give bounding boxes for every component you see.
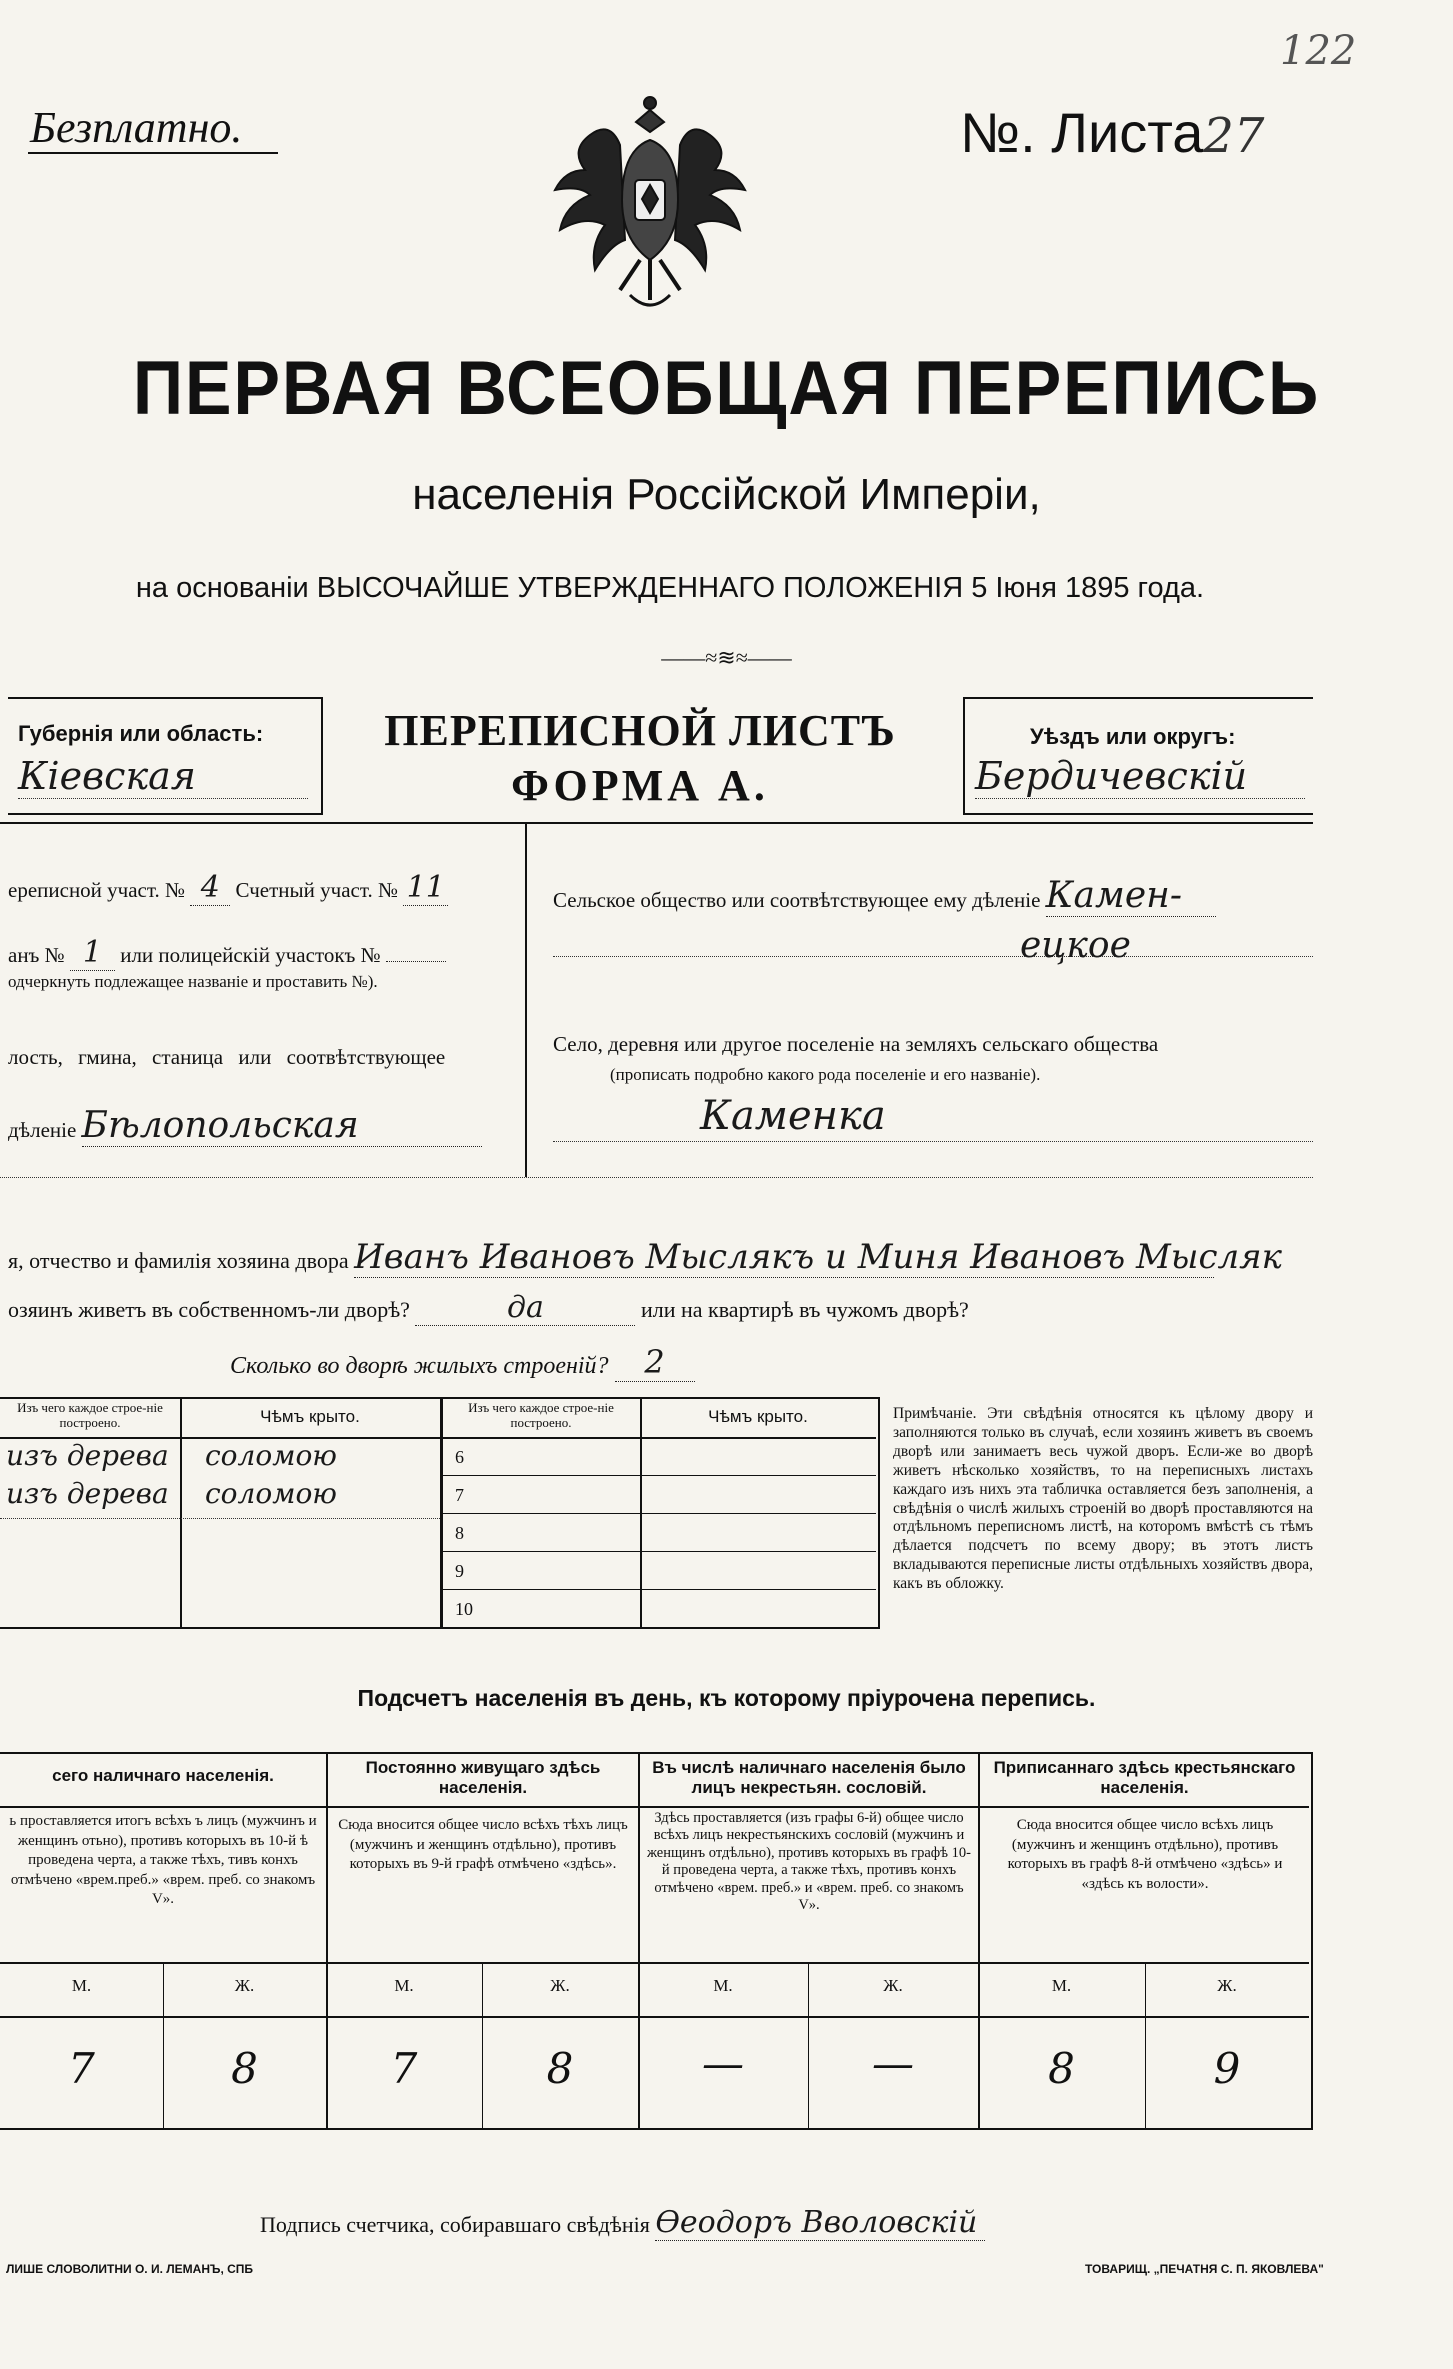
sheet-number	[960, 100, 1264, 165]
pop-col1-head: сего наличнаго населенія.	[52, 1766, 274, 1785]
stan-value: 1	[70, 935, 115, 971]
col-material-head: Изъ чего каждое строе-ніе построено.	[17, 1400, 163, 1430]
delenie-value: Бѣлопольская	[82, 1105, 482, 1147]
pop-col4-head: Приписаннаго здѣсь крестьянскаго населенія.	[993, 1758, 1296, 1797]
eagle-emblem-icon	[540, 85, 760, 345]
obshchestvo-value-cont: ецкое	[1020, 925, 1131, 966]
pop-col3-desc: Здѣсь проставляется (изъ графы 6-й) общее число всѣхъ лицъ некрестьянскихъ сословій (мужчинъ и женщинъ отдѣльно), противъ которыхъ въ графѣ 10-й проведена черта, а также тѣхъ, противъ конхъ отмѣчено «врем. преб.» и «врем. преб. со знакомъ V».	[646, 1810, 972, 1913]
pop-col3-m-value: —	[702, 2039, 744, 2088]
buildings-question	[230, 1343, 695, 1382]
census-subtitle: населенія Россійской Имперіи,	[412, 470, 1041, 519]
col-roof-head-2: Чѣмъ крыто.	[708, 1407, 808, 1426]
census-basis: на основаніи ВЫСОЧАЙШЕ УТВЕРЖДЕННАГО ПОЛОЖЕНІЯ 5 Іюня 1895 года.	[135, 572, 1205, 604]
selo-line	[553, 1140, 1313, 1142]
pop-col4-zh-label: Ж.	[1217, 1976, 1237, 1995]
signature-label: Подпись счетчика, собиравшаго свѣдѣнія	[260, 2212, 650, 2237]
own-value: да	[415, 1290, 635, 1326]
pop-col4-m-value: 8	[1048, 2044, 1075, 2093]
uezd-label: Уѣздъ или округъ:	[1030, 724, 1236, 749]
pop-col2-m-label: М.	[394, 1976, 414, 1995]
stan-label: анъ №	[8, 943, 65, 967]
census-title: ПЕРВАЯ ВСЕОБЩАЯ ПЕРЕПИСЬ	[132, 346, 1321, 431]
obshchestvo-label: Сельское общество или соотвѣтствующее ему дѣленіе	[553, 888, 1041, 912]
uchast-row	[8, 870, 448, 906]
delenie-label: дѣленіе	[8, 1118, 77, 1142]
sheet-number-label: №. Листа	[960, 101, 1204, 164]
building-row-8: 8	[455, 1523, 464, 1543]
pop-col4-zh-value: 9	[1213, 2044, 1241, 2093]
own-label: озяинъ живетъ въ собственномъ-ли дворѣ?	[8, 1297, 410, 1322]
police-label: или полицейскій участокъ №	[120, 943, 381, 967]
selo-note: (прописать подробно какого рода поселеніе и его названіе).	[610, 1065, 1041, 1084]
obshchestvo-row	[553, 875, 1216, 917]
buildings-table	[0, 1397, 880, 1629]
uchast-value: 4	[190, 870, 230, 906]
stan-row	[8, 935, 446, 971]
sheet-number-value: 27	[1203, 108, 1265, 164]
gubernia-box	[8, 697, 323, 815]
header-divider	[0, 822, 1313, 824]
fields-divider	[525, 822, 527, 1177]
ornament-divider: ——≈≋≈——	[661, 645, 792, 670]
pop-col3-head: Въ числѣ наличнаго населенія было лицъ некрестьян. сословій.	[652, 1758, 966, 1797]
signature-value: Өеодоръ Вволовскій	[655, 2205, 985, 2241]
delenie-row	[8, 1105, 482, 1147]
form-subtitle: ФОРМА А.	[511, 761, 769, 810]
rent-label: или на квартирѣ въ чужомъ дворѣ?	[640, 1297, 969, 1322]
printer-right: ТОВАРИЩ. „ПЕЧАТНЯ С. П. ЯКОВЛЕВА"	[1085, 2262, 1324, 2276]
signature-row	[260, 2205, 985, 2241]
selo-label: Село, деревня или другое поселеніе на земляхъ сельскаго общества	[553, 1032, 1159, 1056]
form-title: ПЕРЕПИСНОЙ ЛИСТЪ	[384, 706, 896, 755]
selo-value: Каменка	[700, 1093, 886, 1139]
building-row-1-material: изъ дерева	[6, 1439, 169, 1472]
pop-col3-zh-value: —	[872, 2039, 914, 2088]
pop-col1-m-label: М.	[71, 1976, 92, 1995]
uezd-box	[963, 697, 1313, 815]
pop-col4-desc: Сюда вносится общее число всѣхъ лицъ (мужчинъ и женщинъ отдѣльно), противъ которыхъ въ графѣ 8-й отмѣчено «здѣсь» и «здѣсь къ волости».	[1007, 1817, 1283, 1892]
pop-col1-desc: ь проставляется итогъ всѣхъ ъ лицъ (мужчинъ и женщинъ отьно), противъ которыхъ въ 10-й ѣ проведена черта, а также тѣхъ, тивъ конхъ отмѣчено «врем.преб.» «врем. преб. со знакомъ V».	[9, 1813, 317, 1907]
pop-col4-m-label: М.	[1051, 1976, 1072, 1995]
owner-row	[8, 1237, 1282, 1278]
buildings-question-label: Сколько во дворѣ жилыхъ строеній?	[230, 1353, 609, 1379]
buildings-note: Примѣчаніе. Эти свѣдѣнія относятся къ цѣлому двору и заполняются только въ случаѣ, если хозяинъ живетъ въ своемъ дворѣ или занимаетъ весь чужой дворъ. Если-же во дворѣ живетъ нѣсколько хозяйствъ, то на переписныхъ листахъ каждаго изъ нихъ эта табличка оставляется безъ заполненія, а свѣдѣнія о числѣ жилыхъ строеній во дворѣ проставляются на отдѣльномъ переписномъ листѣ, на которомъ вмѣстѣ съ тѣмъ дѣлается подсчетъ по всему двору; въ этотъ листъ вкладываются переписные листы отдѣльныхъ хозяйствъ двора, какъ въ обложку.	[893, 1405, 1313, 1593]
own-row	[8, 1290, 969, 1326]
volost-label: лость, гмина, станица или соотвѣтствующее	[8, 1045, 446, 1069]
col-material-head-2: Изъ чего каждое строе-ніе построено.	[468, 1400, 614, 1430]
building-row-6: 6	[455, 1447, 464, 1467]
pop-col3-m-label: М.	[713, 1976, 733, 1995]
buildings-question-value: 2	[615, 1343, 695, 1382]
stan-note: одчеркнуть подлежащее названіе и проставить №).	[8, 972, 378, 991]
pop-col1-zh-label: Ж.	[234, 1976, 255, 1995]
owner-value: Иванъ Ивановъ Мыслякъ и Миня Ивановъ Мысляк	[354, 1237, 1282, 1277]
page-number: 122	[1280, 28, 1357, 74]
free-underline	[28, 152, 278, 154]
schet-value: 11	[403, 870, 448, 906]
uchast-label: ереписной участ. №	[8, 878, 186, 902]
owner-label: я, отчество и фамилія хозяина двора	[8, 1248, 349, 1273]
obshchestvo-line2	[553, 955, 1313, 957]
pop-col1-zh-value: 8	[231, 2044, 258, 2093]
pop-col2-zh-value: 8	[546, 2044, 574, 2093]
fields-bottom-divider	[0, 1177, 1313, 1178]
building-row-2-roof: соломою	[205, 1477, 337, 1510]
gubernia-label: Губернія или область:	[18, 721, 264, 746]
population-title: Подсчетъ населенія въ день, къ которому пріурочена перепись.	[357, 1685, 1096, 1711]
pop-col3-zh-label: Ж.	[883, 1976, 903, 1995]
free-label: Безплатно.	[30, 103, 243, 152]
obshchestvo-value: Камен-	[1046, 875, 1216, 917]
pop-col2-head: Постоянно живущаго здѣсь населенія.	[365, 1758, 601, 1797]
building-row-9: 9	[455, 1561, 464, 1581]
gubernia-value: Кіевская	[18, 754, 308, 799]
pop-col2-desc: Сюда вносится общее число всѣхъ тѣхъ лицъ (мужчинъ и женщинъ отдѣльно), противъ которыхъ въ 9-й графѣ отмѣчено «здѣсь».	[338, 1817, 628, 1872]
building-row-1-roof: соломою	[205, 1439, 337, 1472]
schet-label: Счетный участ. №	[235, 878, 398, 902]
pop-col1-m-value: 7	[68, 2044, 95, 2093]
uezd-value: Бердичевскій	[975, 754, 1305, 799]
building-row-2-material: изъ дерева	[6, 1477, 169, 1510]
pop-col2-m-value: 7	[390, 2044, 418, 2093]
population-table	[0, 1752, 1313, 2130]
printer-left: ЛИШЕ СЛОВОЛИТНИ О. И. ЛЕМАНЪ, СПБ	[6, 2262, 254, 2276]
pop-col2-zh-label: Ж.	[550, 1976, 570, 1995]
building-row-10: 10	[455, 1599, 473, 1619]
building-row-7: 7	[455, 1485, 464, 1505]
col-roof-head: Чѣмъ крыто.	[260, 1407, 360, 1426]
